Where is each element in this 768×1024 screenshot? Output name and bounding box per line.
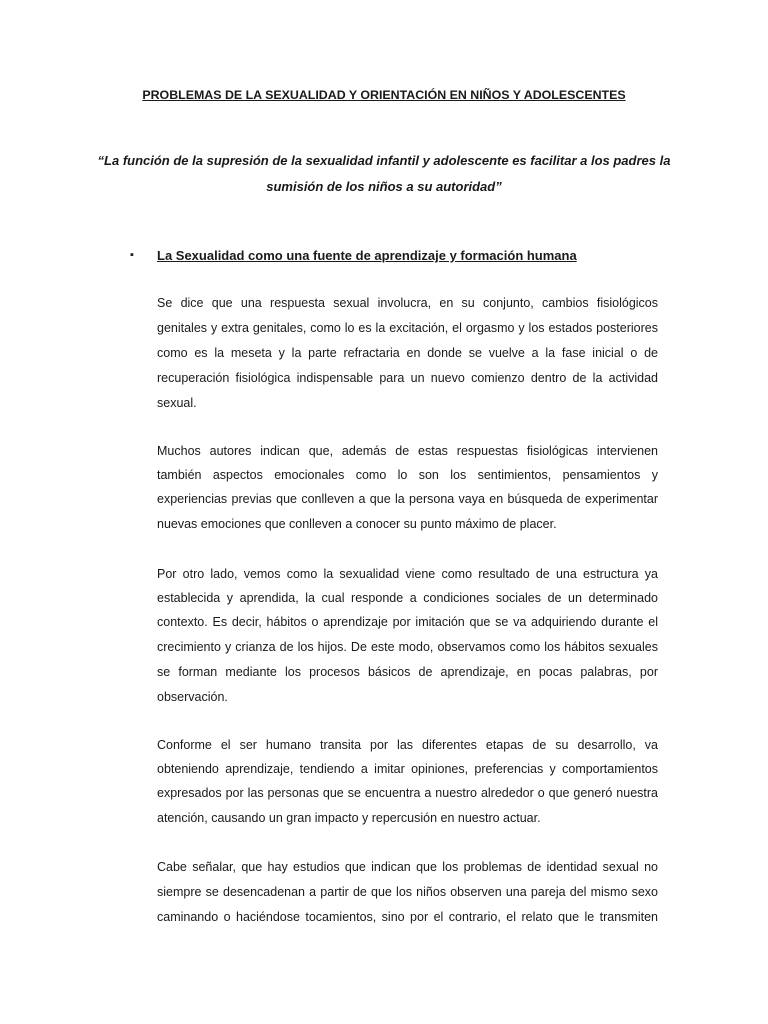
section-heading: La Sexualidad como una fuente de aprendizaje y formación humana [157, 248, 577, 263]
paragraph-2-line-2: también aspectos emocionales como lo son los sentimientos, pensamientos y [157, 468, 658, 482]
bullet-icon: ▪ [130, 249, 134, 261]
paragraph-5-line-3: caminando o haciéndose tocamientos, sino por el contrario, el relato que le transmiten [157, 910, 658, 924]
paragraph-4-line-1: Conforme el ser humano transita por las diferentes etapas de su desarrollo, va [157, 738, 658, 752]
quote-line-1: “La función de la supresión de la sexualidad infantil y adolescente es facilitar a los padres la [97, 153, 671, 168]
quote-line-2: sumisión de los niños a su autoridad” [266, 179, 502, 194]
paragraph-2-line-4: nuevas emociones que conlleven a conocer su punto máximo de placer. [157, 517, 557, 531]
paragraph-3-line-5: se forman mediante los procesos básicos de aprendizaje, en pocas palabras, por [157, 665, 658, 679]
paragraph-4-line-2: obteniendo aprendizaje, tendiendo a imitar opiniones, preferencias y comportamientos [157, 762, 658, 776]
paragraph-1-line-3: como es la meseta y la parte refractaria en donde se vuelve a la fase inicial o de [157, 346, 658, 360]
paragraph-3-line-3: contexto. Es decir, hábitos o aprendizaje por imitación que se va adquiriendo durante el [157, 615, 658, 629]
paragraph-3-line-1: Por otro lado, vemos como la sexualidad viene como resultado de una estructura ya [157, 567, 658, 581]
paragraph-1-line-4: recuperación fisiológica indispensable para un nuevo comienzo dentro de la actividad [157, 371, 658, 385]
paragraph-3-line-6: observación. [157, 690, 228, 704]
document-title: PROBLEMAS DE LA SEXUALIDAD Y ORIENTACIÓN EN NIÑOS Y ADOLESCENTES [142, 88, 626, 102]
paragraph-1-line-1: Se dice que una respuesta sexual involucra, en su conjunto, cambios fisiológicos [157, 296, 658, 310]
paragraph-5-line-2: siempre se desencadenan a partir de que los niños observen una pareja del mismo sexo [157, 885, 658, 899]
paragraph-3-line-2: establecida y aprendida, la cual responde a condiciones sociales de un determinado [157, 591, 658, 605]
paragraph-1-line-2: genitales y extra genitales, como lo es la excitación, el orgasmo y los estados posteriores [157, 321, 658, 335]
paragraph-4-line-4: atención, causando un gran impacto y repercusión en nuestro actuar. [157, 811, 541, 825]
paragraph-3-line-4: crecimiento y crianza de los hijos. De este modo, observamos como los hábitos sexuales [157, 640, 658, 654]
paragraph-4-line-3: expresados por las personas que se encuentra a nuestro alrededor o que generó nuestra [157, 786, 658, 800]
paragraph-2-line-1: Muchos autores indican que, además de estas respuestas fisiológicas intervienen [157, 444, 658, 458]
paragraph-1-line-5: sexual. [157, 396, 197, 410]
paragraph-2-line-3: experiencias previas que conlleven a que la persona vaya en búsqueda de experimentar [157, 492, 658, 506]
paragraph-5-line-1: Cabe señalar, que hay estudios que indican que los problemas de identidad sexual no [157, 860, 658, 874]
